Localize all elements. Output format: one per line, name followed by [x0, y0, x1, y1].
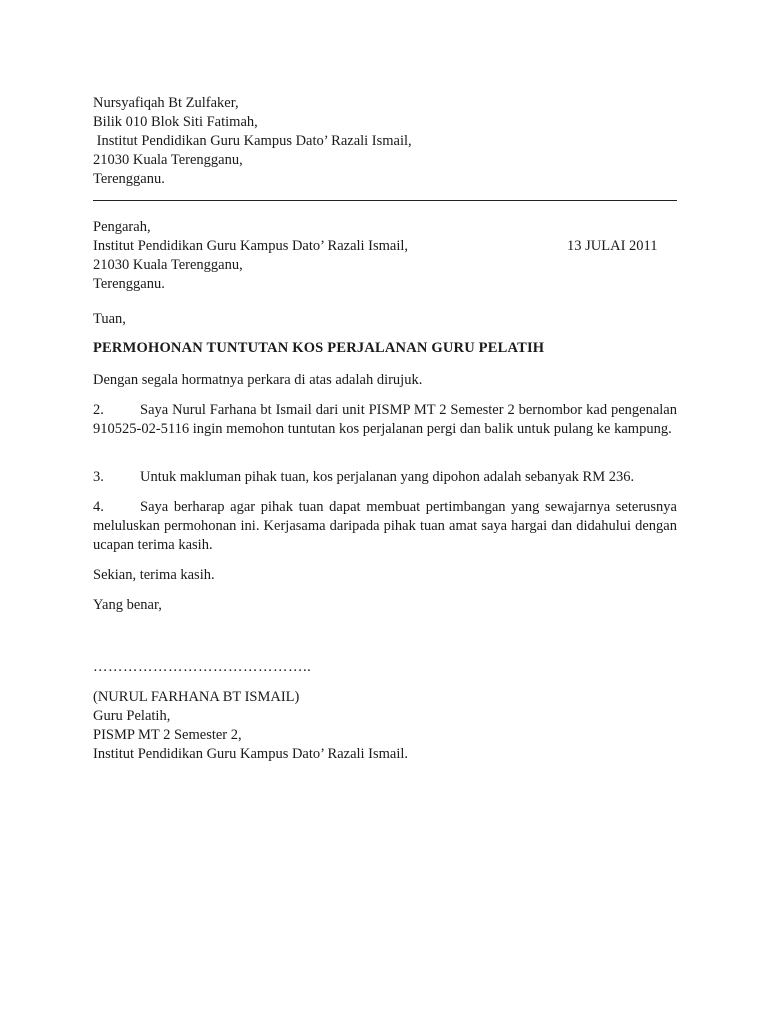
- opening-line: Dengan segala hormatnya perkara di atas adalah dirujuk.: [93, 372, 423, 388]
- paragraph-text: Saya berharap agar pihak tuan dapat membuat pertimbangan yang sewajarnya seterusnya meluluskan permohonan ini. Kerjasama daripada pihak tuan amat saya hargai dan didahului dengan ucapan terima kasih.: [93, 499, 677, 553]
- salutation-text: Tuan,: [93, 311, 126, 327]
- signatory-name: (NURUL FARHANA BT ISMAIL): [93, 689, 300, 705]
- sender-postcode-city: 21030 Kuala Terengganu,: [93, 152, 243, 168]
- signatory-role: Guru Pelatih,: [93, 708, 171, 724]
- sender-name: Nursyafiqah Bt Zulfaker,: [93, 95, 239, 111]
- signatory-block: [93, 688, 677, 764]
- sender-institute: Institut Pendidikan Guru Kampus Dato’ Razali Ismail,: [93, 133, 412, 149]
- paragraph-number: 2.: [93, 402, 104, 418]
- header-divider: [93, 200, 677, 201]
- letter-date: 13 JULAI 2011: [567, 238, 658, 254]
- recipient-postcode-city: 21030 Kuala Terengganu,: [93, 257, 243, 273]
- sender-state: Terengganu.: [93, 171, 165, 187]
- paragraph-number: 4.: [93, 499, 104, 515]
- closing-line: Sekian, terima kasih.: [93, 567, 215, 583]
- paragraph-4: [93, 498, 677, 555]
- paragraph-number: 3.: [93, 469, 104, 485]
- signatory-class: PISMP MT 2 Semester 2,: [93, 727, 242, 743]
- paragraph-text: Untuk makluman pihak tuan, kos perjalanan yang dipohon adalah sebanyak RM 236.: [140, 469, 635, 485]
- paragraph-3: [93, 468, 677, 487]
- salutation: [93, 310, 677, 329]
- signature-line: ……………………………………..: [93, 659, 312, 675]
- paragraph-2: [93, 401, 677, 439]
- signatory-institute: Institut Pendidikan Guru Kampus Dato’ Razali Ismail.: [93, 746, 409, 762]
- sender-address: [93, 94, 677, 189]
- paragraph-text: Saya Nurul Farhana bt Ismail dari unit PISMP MT 2 Semester 2 bernombor kad pengenalan 910525-02-5116 ingin memohon tuntutan kos perjalanan pergi dan balik untuk pulang ke kampung.: [93, 402, 677, 437]
- sender-room: Bilik 010 Blok Siti Fatimah,: [93, 114, 258, 130]
- recipient-address: [93, 218, 677, 294]
- recipient-state: Terengganu.: [93, 276, 165, 292]
- recipient-title: Pengarah,: [93, 219, 151, 235]
- signoff-line: Yang benar,: [93, 597, 162, 613]
- letter-subject: PERMOHONAN TUNTUTAN KOS PERJALANAN GURU PELATIH: [93, 340, 545, 356]
- recipient-institute: Institut Pendidikan Guru Kampus Dato’ Razali Ismail,: [93, 238, 409, 254]
